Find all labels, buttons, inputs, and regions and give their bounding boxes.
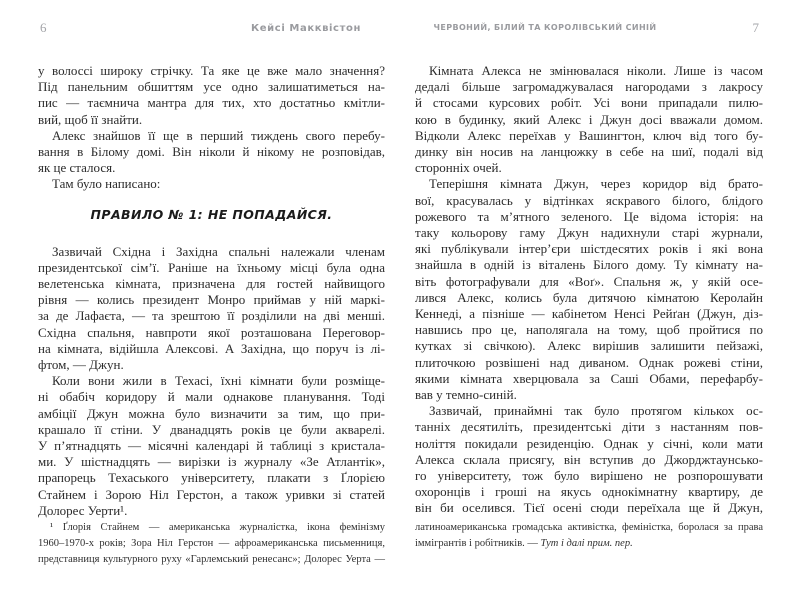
text-line: динку він носив на ланцюжку в себе на шиї, подалі від [415,144,763,160]
footnote-text-regular: іммігрантів і робітників. — [415,537,541,549]
text-line: охоронців і гроші на якусь однокімнатну квартиру, де [415,484,763,500]
text-line: вий, щоб її знайти. [38,111,143,127]
text-line: Відколи Алекс переїхав у Вашингтон, ключ від того бу- [415,127,763,143]
text-line: пис — таємнича мантра для тих, хто достатньо кмітли- [38,95,385,111]
text-line: го університету, тож було вирішено не розпорошувати [415,468,763,484]
left-page-footnote [38,520,385,567]
text-line: Кімната Алекса не змінювалася ніколи. Лише із часом [429,63,763,78]
text-line: як це сталося. [38,160,116,176]
text-line: Кеннеді, а пізніше — кабінетом Ненсі Рейґан (Джун, діз- [415,306,763,322]
text-line: вав у темно-синій. [415,387,517,403]
text-line: Там було написано: [52,176,161,192]
text-line: він би оселився. Тієї осені сюди переїхала ще й Джун, [415,500,763,516]
text-line: віть фотографували для «Воґ». Спальня ж, у якій осе- [415,273,763,289]
text-line: фтом, — Джун. [38,357,124,373]
text-line: вої, красувалась у відтінках яскравого білого, блідого [415,192,763,208]
running-head-author: Кейсі Макквістон [251,23,361,34]
running-head-title: ЧЕРВОНИЙ, БІЛИЙ ТА КОРОЛІВСЬКИЙ СИНІЙ [433,23,657,32]
footnote-line [415,536,763,552]
footnote-line: ¹ Ґлорія Стайнем — американська журналістка, ікона фемінізму [50,522,385,533]
text-line: танніх десятиліть, президентські діти з настанням пов- [415,419,763,435]
text-line: Східна спальня, навпроти якої розташована Переговор- [38,324,385,340]
footnote-line: 1960–1970-х років; Зора Ніл Герстон — афроамериканська письменниця, [38,537,385,549]
text-line: навшись про це, наполягала на тому, щоб пройтися по [415,322,763,338]
text-line: Зазвичай, принаймні так було протягом кількох ос- [429,403,763,419]
text-line: сторонніх очей. [415,160,502,176]
text-line: й стосами курсових робіт. Усі вони припадали пилю- [415,95,763,111]
text-line: якими кімната хверцювала за Саші Обами, перефарбу- [415,370,763,386]
text-line: лився Алекс, колись була дитячою кімнатою Керолайн [415,289,763,305]
text-line: амбіції Джун можна було визначити за тим, що при- [38,405,385,421]
text-line: Під панельним обшиттям усе одно залишатиметься на- [38,79,385,95]
text-line: плиточкою розвішені над диваном. Однак рожеві стіни, [415,354,763,370]
page-number-left: 6 [40,20,47,35]
text-line: Долорес Уерти¹. [38,502,128,518]
page-number-right: 7 [752,20,759,35]
text-line: Теперішня кімната Джун, через коридор від брато- [429,176,763,192]
text-line: таку кольорову гаму Джун надихнули старі журнали, [415,225,763,241]
text-line: ноліття покидали резиденцію. Однак у січні, коли мати [415,435,763,451]
text-line: за де Лафаєта, — та зрештою її розділили на дві менші. [38,308,385,324]
text-line: Зазвичай Східна і Західна спальні належали членам [52,243,385,259]
text-line: Алекса склала присягу, він вступив до Джорджтаунсько- [415,451,763,467]
rule-heading: ПРАВИЛО № 1: НЕ ПОПАДАЙСЯ. [90,206,333,222]
text-line: вання в Білому домі. Він ніколи й нікому не розповідав, [38,144,385,160]
text-line: рівня — колись президент Монро приймав у ній маркі- [38,292,385,308]
text-line: крашало її стіни. У дванадцять років це були акварелі. [38,421,385,437]
text-line: Стайнем і Зорою Ніл Герстон, а також уривки зі статей [38,486,385,502]
text-line: кою в будинку, який Алекс і Джун досі вважали домом. [415,111,763,127]
book-page-left [38,0,385,600]
book-page-right [415,0,763,600]
footnote-text-italic: Тут і далі прим. пер. [540,537,633,549]
footnote-line: представниця культурного руху «Гарлемський ренесанс»; Долорес Уерта — [38,553,385,565]
text-line: велетенська кімната, призначена для гостей найвищого [38,276,385,292]
right-page-textblock [415,63,763,517]
text-line: які публікували інтер’єри шістдесятих років і які вона [415,241,763,257]
right-page-footnote [415,520,763,552]
text-line: на кімната, відійшла Алексові. А Західна, що поруч із лі- [38,340,385,356]
text-line: Алекс знайшов її ще в перший тиждень свого перебу- [52,127,385,143]
text-line: ми. У шістнадцять — вирізки із журналу «Зе Атлантік», [38,454,385,470]
text-line: Коли вони жили в Техасі, їхні кімнати були розміще- [52,373,385,389]
text-line: знайшла в одній із віталень Білого дому. Ту кімнату на- [415,257,763,273]
left-page-textblock [38,63,385,519]
text-line: ні обабіч коридору й мали однакове планування. Тоді [38,389,385,405]
text-line: президентської сім’ї. Раніше на їхньому місці була одна [38,259,385,275]
text-line: дедалі більше загромаджувалася нагородами з лакросу [415,79,763,95]
text-line: кутках зі свічкою). Алекс вирішив залишити пейзажі, [415,338,763,354]
text-line: прапорець Техаського університету, плакати з Ґлорією [38,470,385,486]
footnote-line: латиноамериканська громадська активістка, феміністка, боролася за права [415,522,763,533]
text-line: У п’ятнадцять — місячні календарі й таблиці з кристала- [38,438,385,454]
text-line: у волоссі широку стрічку. Та яке це вже мало значення? [38,63,385,78]
text-line: рожевого та м’ятного зеленого. Це відома історія: на [415,208,763,224]
